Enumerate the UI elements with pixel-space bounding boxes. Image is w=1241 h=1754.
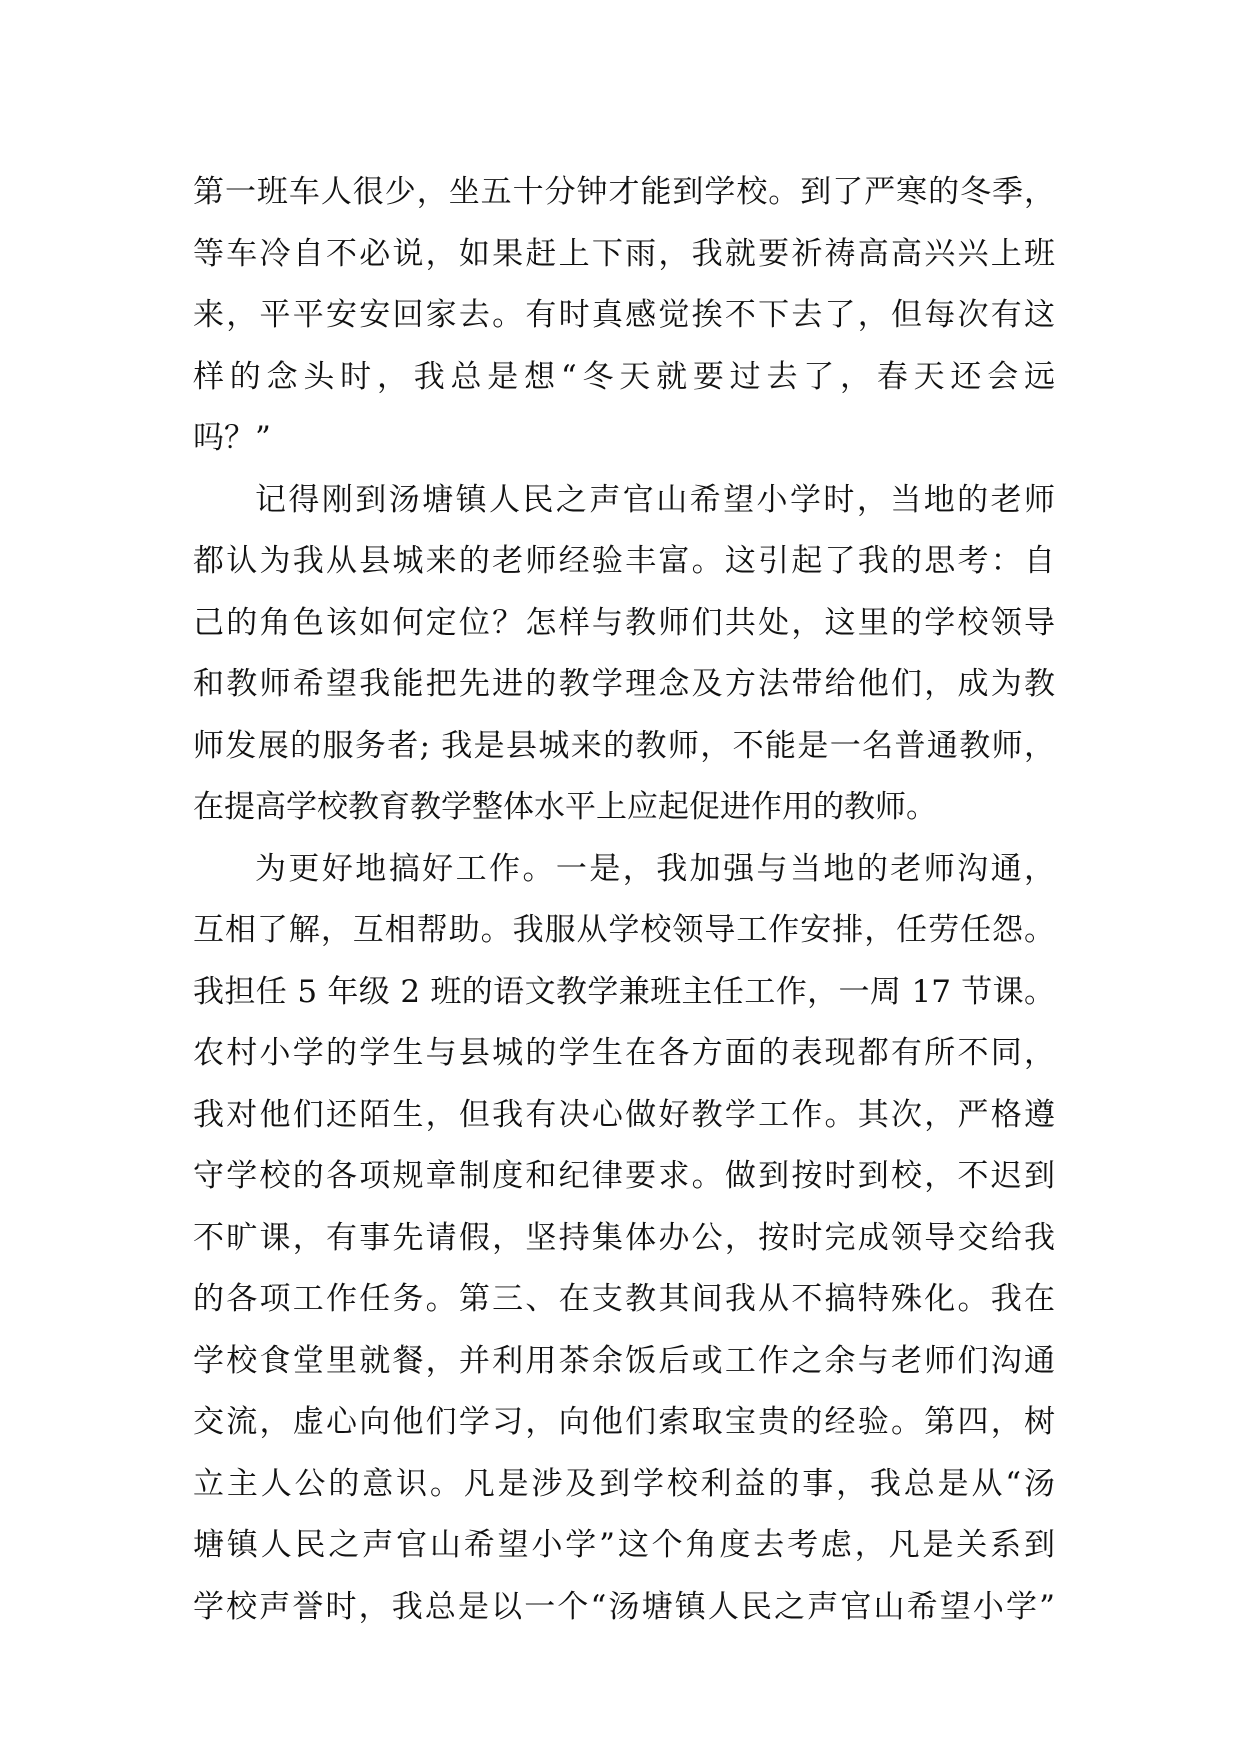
text-line: 我担任 5 年级 2 班的语文教学兼班主任工作，一周 17 节课。 [193,973,1055,1010]
text-line: 等车冷自不必说，如果赶上下雨，我就要祈祷高高兴兴上班 [193,235,1055,272]
text-line: 学校食堂里就餐，并利用茶余饭后或工作之余与老师们沟通 [193,1342,1055,1379]
text-line: 来，平平安安回家去。有时真感觉挨不下去了，但每次有这 [193,297,1055,333]
text-line: 学校声誉时，我总是以一个“汤塘镇人民之声官山希望小学” [193,1588,1055,1625]
text-line: 塘镇人民之声官山希望小学”这个角度去考虑，凡是关系到 [193,1527,1055,1563]
text-line: 都认为我从县城来的老师经验丰富。这引起了我的思考：自 [193,543,1055,579]
paragraph-first-line: 为更好地搞好工作。一是，我加强与当地的老师沟通， [255,850,1055,887]
text-line: 交流，虚心向他们学习，向他们索取宝贵的经验。第四，树 [193,1404,1055,1440]
paragraph-first-line: 记得刚到汤塘镇人民之声官山希望小学时，当地的老师 [255,481,1055,518]
text-line: 立主人公的意识。凡是涉及到学校利益的事，我总是从“汤 [193,1465,1055,1502]
text-line: 吗？” [193,420,271,456]
text-line: 样的念头时，我总是想“冬天就要过去了，春天还会远 [193,358,1055,395]
text-line: 农村小学的学生与县城的学生在各方面的表现都有所不同， [193,1035,1055,1071]
text-line: 师发展的服务者; 我是县城来的教师，不能是一名普通教师， [193,727,1055,764]
text-line: 己的角色该如何定位？怎样与教师们共处，这里的学校领导 [193,604,1055,641]
text-line: 互相了解，互相帮助。我服从学校领导工作安排，任劳任怨。 [193,912,1055,948]
text-line: 的各项工作任务。第三、在支教其间我从不搞特殊化。我在 [193,1281,1055,1317]
text-line: 和教师希望我能把先进的教学理念及方法带给他们，成为教 [193,666,1055,702]
text-line: 我对他们还陌生，但我有决心做好教学工作。其次，严格遵 [193,1096,1055,1133]
text-line: 守学校的各项规章制度和纪律要求。做到按时到校，不迟到 [193,1158,1055,1194]
text-line: 第一班车人很少，坐五十分钟才能到学校。到了严寒的冬季， [193,174,1055,210]
body-text [193,162,1055,1638]
text-line: 在提高学校教育教学整体水平上应起促进作用的教师。 [193,789,937,825]
text-line: 不旷课，有事先请假，坚持集体办公，按时完成领导交给我 [193,1219,1055,1256]
